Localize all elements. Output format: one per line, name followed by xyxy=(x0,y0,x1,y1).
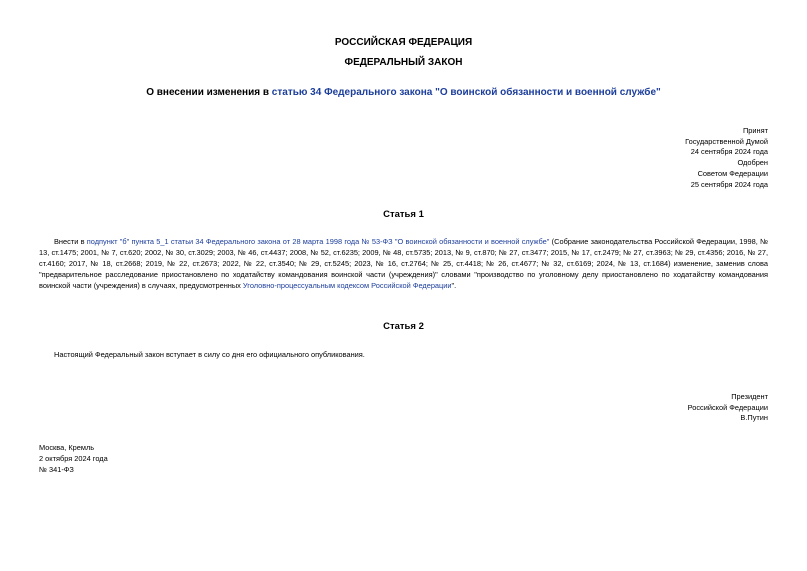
adoption-block xyxy=(685,126,768,190)
law-title xyxy=(0,87,807,98)
adoption-line: 24 сентября 2024 года xyxy=(690,147,768,157)
article-1-text-middle: (Собрание законодательства Российской Федерации, 1998, № 13, ст.1475; 2001, № 7, ст.620; 2002, № 30, ст.3029; 2003, № 46, ст.4437; 2008, № 52, ст.6235; 2009, № 48, ст.5735; 2013, № 9, ст.870; № 27, ст.3477; 2015, № 17, ст.2479; № 27, ст.3963; № 29, ст.4356; 2016, № 27, ст.4160; 2017, № 18, ст.2668; 2019, № 22, ст.2673; 2022, № 22, ст.3540; № 29, ст.5245; 2023, № 16, ст.2764; № 25, ст.4418; № 26, ст.4677; № 32, ст.6169; 2024, № 13, ст.1684) изменение, заменив слова "предварительное расследование приостановлено по ходатайству командования воинской части (учреждения)" словами "производство по уголовному делу приостановлено по ходатайству командования воинской части (учреждения) в случаях, предусмотренных xyxy=(39,237,768,290)
adoption-line: Принят xyxy=(742,126,768,135)
signature-line: В.Путин xyxy=(740,413,768,423)
adoption-line: Государственной Думой xyxy=(685,136,768,146)
signature-block xyxy=(688,392,768,424)
adoption-line: 25 сентября 2024 года xyxy=(690,179,768,189)
law-title-prefix: О внесении изменения в xyxy=(146,87,272,98)
document-type-heading: ФЕДЕРАЛЬНЫЙ ЗАКОН xyxy=(344,57,463,68)
article-1-heading: Статья 1 xyxy=(383,209,424,220)
adoption-line: Одобрен xyxy=(737,158,768,168)
place-date-block xyxy=(39,443,108,475)
article-1-text-end: ". xyxy=(451,280,457,290)
law-number-line: № 341-ФЗ xyxy=(39,464,74,474)
article-1-text-start: Внести в xyxy=(54,237,87,246)
signature-line: Российской Федерации xyxy=(687,402,768,412)
article-1-text xyxy=(39,237,768,292)
law-title-link[interactable]: статью 34 Федерального закона "О воинской обязанности и военной службе" xyxy=(271,87,661,98)
article-2-heading: Статья 2 xyxy=(383,321,424,332)
article-1-link-criminal-code[interactable]: Уголовно-процессуальным кодексом Российской Федерации xyxy=(242,280,452,290)
signature-line: Президент xyxy=(731,392,768,401)
article-1-link-subparagraph[interactable]: подпункт "б" пункта 5_1 статьи 34 Федерального закона от 28 марта 1998 года № 53-ФЗ "О воинской обязанности и военной службе" xyxy=(86,237,550,246)
place-line: Москва, Кремль xyxy=(39,443,95,452)
article-2-text: Настоящий Федеральный закон вступает в силу со дня его официального опубликования. xyxy=(54,350,365,359)
adoption-line: Советом Федерации xyxy=(697,168,768,178)
federation-heading: РОССИЙСКАЯ ФЕДЕРАЦИЯ xyxy=(334,37,473,48)
date-line: 2 октября 2024 года xyxy=(39,453,108,463)
